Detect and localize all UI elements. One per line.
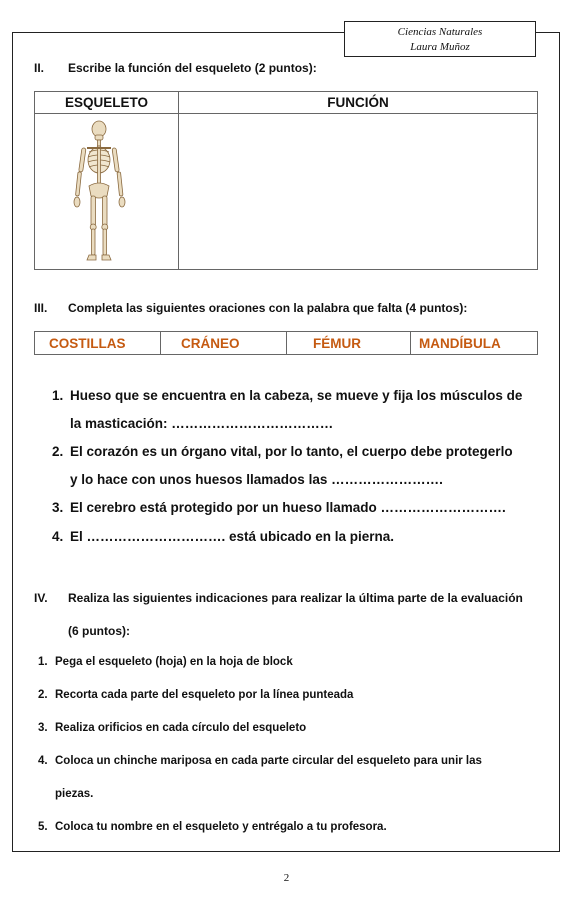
question-text: El …………………………. está ubicado en la pierna. [70, 529, 395, 544]
question-text: y lo hace con unos huesos llamados las ……………………. [70, 472, 443, 487]
question-text: El cerebro está protegido por un hueso llamado ………………………. [70, 500, 506, 515]
teacher-name: Laura Muñoz [410, 41, 470, 53]
section-4-number: IV. [34, 591, 48, 605]
instruction-number: 5. [38, 821, 48, 833]
column-header-function: FUNCIÓN [179, 92, 538, 114]
question-number: 2. [52, 444, 64, 459]
word-bank [34, 331, 538, 355]
instruction-text: Pega el esqueleto (hoja) en la hoja de block [55, 656, 293, 668]
subject-label: Ciencias Naturales [397, 26, 483, 38]
instruction-text: Coloca un chinche mariposa en cada parte circular del esqueleto para unir las [55, 755, 482, 767]
instruction-number: 2. [38, 689, 48, 701]
instruction-number: 3. [38, 722, 48, 734]
function-answer-cell[interactable] [179, 114, 538, 270]
instruction-text: Recorta cada parte del esqueleto por la línea punteada [55, 689, 354, 701]
question-number: 4. [52, 529, 64, 544]
question-number: 3. [52, 500, 64, 515]
section-4-title: Realiza las siguientes indicaciones para realizar la última parte de la evaluación [68, 591, 523, 605]
word-bank-item: CRÁNEO [161, 332, 287, 355]
section-3-title: Completa las siguientes oraciones con la palabra que falta (4 puntos): [68, 301, 468, 315]
word-bank-item: MANDÍBULA [411, 332, 538, 355]
skeleton-function-table [34, 91, 538, 270]
instruction-text: Coloca tu nombre en el esqueleto y entrégalo a tu profesora. [55, 821, 387, 833]
section-4-points: (6 puntos): [68, 624, 130, 638]
question-text: El corazón es un órgano vital, por lo tanto, el cuerpo debe protegerlo [70, 444, 513, 459]
section-3-number: III. [34, 301, 48, 315]
instruction-text: Realiza orificios en cada círculo del esqueleto [55, 722, 307, 734]
skeleton-image-cell [35, 114, 179, 270]
question-text: Hueso que se encuentra en la cabeza, se mueve y fija los músculos de [70, 388, 523, 403]
page-number: 2 [283, 872, 290, 884]
word-bank-item: COSTILLAS [35, 332, 161, 355]
instruction-number: 1. [38, 656, 48, 668]
instruction-number: 4. [38, 755, 48, 767]
skeleton-illustration [35, 114, 177, 264]
column-header-skeleton: ESQUELETO [35, 92, 179, 114]
question-text: la masticación: ……………………………… [70, 416, 334, 431]
section-2-number: II. [34, 61, 45, 75]
instruction-text: piezas. [55, 788, 94, 800]
section-2-title: Escribe la función del esqueleto (2 puntos): [68, 61, 317, 75]
question-number: 1. [52, 388, 64, 403]
header-box [344, 21, 536, 57]
word-bank-item: FÉMUR [287, 332, 411, 355]
